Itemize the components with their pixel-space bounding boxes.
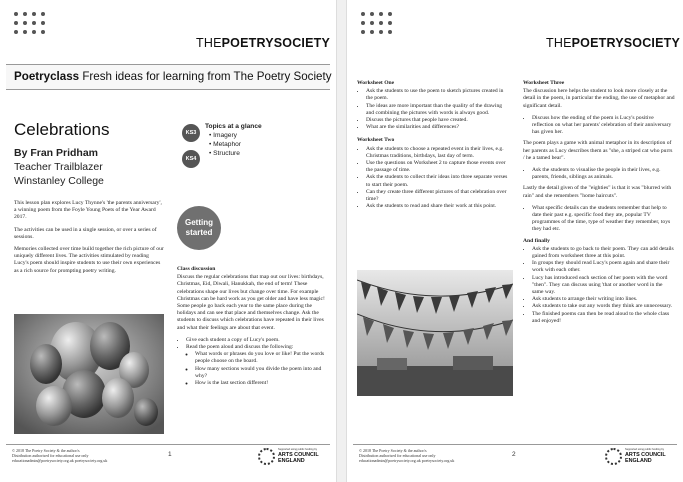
intro-paragraph: The activities can be used in a single session, or over a series of sessions. <box>14 226 157 240</box>
brand-dot <box>379 30 383 34</box>
list-item: • Ask the students to go back to their poem. They can add details gained from worksheet three at this point. <box>532 246 675 260</box>
ks3-badge: KS3 <box>182 124 200 142</box>
list-item: • Ask the students to collect their ideas into three separate verses to start their poem. <box>366 174 511 188</box>
brand-dot <box>379 21 383 25</box>
and-finally-heading: And finally <box>523 237 550 244</box>
bunting-photo <box>357 270 513 396</box>
brand-dot <box>388 21 392 25</box>
topics-heading: Topics at a glance <box>205 123 262 130</box>
list-item: ◦ What words or phrases do you love or like! Put the words people choose on the board. <box>195 351 327 365</box>
list-item: • Use the questions on Worksheet 2 to capture those events over the passage of time. <box>366 160 511 174</box>
brand-dot <box>388 30 392 34</box>
list-item: • Ask students to arrange their writing into lines. <box>532 296 675 303</box>
brand-dot <box>32 30 36 34</box>
brand-dot <box>41 21 45 25</box>
paragraph: The discussion here helps the student to look more closely at the detail in the poem, in particular the ending, the use of metaphor and significant detail. <box>523 88 675 109</box>
brand-dot <box>14 21 18 25</box>
brand-dot <box>14 30 18 34</box>
ks4-badge: KS4 <box>182 150 200 168</box>
arts-council-logo: Supported using public funding by ARTS COUNCIL ENGLAND <box>605 448 675 466</box>
poetry-society-logo: THEPOETRYSOCIETY <box>196 36 331 50</box>
paragraph: Lastly the detail given of the "eighties" is that it was "blurred with rain" and she remembers "home haircuts". <box>523 185 672 199</box>
author-role: Teacher Trailblazer <box>14 161 103 173</box>
brand-dot <box>32 12 36 16</box>
list-item: • Discuss the pictures that people have created. <box>366 117 511 124</box>
list-item: • Ask the students to visualise the people in their lives, e.g. parents, friends, siblings as animals. <box>532 167 675 181</box>
page-gutter <box>336 0 347 482</box>
brand-dot <box>41 12 45 16</box>
brand-dot <box>32 21 36 25</box>
brand-dot <box>14 12 18 16</box>
footer-divider <box>6 444 330 445</box>
brand-dot <box>23 30 27 34</box>
intro-paragraph: This lesson plan explores Lucy Thynne's 'the parents anniversary', a winning poem from the Foyle Young Poets of the Year Award 2017. <box>14 200 162 221</box>
brand-dot <box>361 12 365 16</box>
list-item: • Can they create three different pictures of that celebration over time? <box>366 189 511 203</box>
list-item: • Read the poem aloud and discuss the following: ◦ What words or phrases do you love or like! Put the words people choose on the board. ◦ How many sections would you divide the poem into and why? ◦ How is the last section different! <box>186 344 327 387</box>
list-item: ◦ How many sections would you divide the poem into and why? <box>195 366 327 380</box>
arts-council-ring-icon <box>605 448 622 465</box>
brand-dot <box>361 30 365 34</box>
list-item: • Ask the students to choose a repeated event in their lives, e.g. Christmas traditions, birthdays, last day of term. <box>366 146 511 160</box>
list-item: • Lucy has introduced each section of her poem with the word "then". They can discuss using 'that or another word in the same way. <box>532 275 675 297</box>
list-item: • Discuss how the ending of the poem is Lucy's positive reflection on what her parents' celebration of their anniversary has given her. <box>532 115 675 137</box>
section-heading: Class discussion <box>177 266 216 272</box>
arts-council-logo: Supported using public funding by ARTS COUNCIL ENGLAND <box>258 448 328 466</box>
brand-dot <box>379 12 383 16</box>
left-column <box>357 80 511 214</box>
poetryclass-banner: Poetryclass Fresh ideas for learning from The Poetry Society <box>6 64 330 90</box>
list-item: • What specific details can the students remember that help to date their past e.g. specific food they ate, popular TV programmes of the time, type of weather they remember, toys they had etc. <box>532 205 675 234</box>
class-discussion <box>177 266 327 391</box>
arts-council-ring-icon <box>258 448 275 465</box>
worksheet-two-heading: Worksheet Two <box>357 137 395 144</box>
list-item: • Give each student a copy of Lucy's poem. <box>186 337 327 344</box>
discussion-paragraph: Discuss the regular celebrations that map out our lives: birthdays, Christmas, Eid, Diwali, Hanukkah, the end of term! These celebrations shape our lives but change over time. For example Christmas can be hard work as you get older and have less magic! Some people go back each year to the same place during the holidays and can see that place and themselves change. Ask the students to discuss which celebrations have repeated in their lives and what their feelings are about that event. <box>177 274 325 331</box>
topic-item: • Metaphor <box>209 140 262 149</box>
brand-dot <box>370 12 374 16</box>
poetry-society-logo: THEPOETRYSOCIETY <box>546 36 681 50</box>
author-name: By Fran Pridham <box>14 147 99 159</box>
intro-paragraph: Memories collected over time build together the rich picture of our uniquely different lives. The activities stimulated by reading Lucy's poem should inspire students to use their own experiences as a rich source for prompting poetry writing. <box>14 246 164 274</box>
intro-text <box>14 200 164 280</box>
list-item: • Ask the students to read and share their work at this point. <box>366 203 511 210</box>
footer-copyright: © 2018 The Poetry Society & the author/s Distribution authorised for educational use only educationadmin@poetrysociety.org.uk poetrysociety.org.uk <box>12 448 108 463</box>
brand-dot <box>388 12 392 16</box>
balloons-photo <box>14 314 164 434</box>
list-item: • The ideas are more important than the quality of the drawing and combining the pictures with words is always good. <box>366 103 511 117</box>
footer-divider <box>353 444 677 445</box>
right-column <box>523 80 675 329</box>
list-item: • In groups they should read Lucy's poem again and share their work with each other. <box>532 260 675 274</box>
page-2 <box>347 0 683 482</box>
brand-dot <box>23 21 27 25</box>
brand-dot <box>361 21 365 25</box>
page-1 <box>0 0 336 482</box>
topic-item: • Imagery <box>209 131 262 140</box>
list-item: • Ask the students to use the poem to sketch pictures created in the poem. <box>366 88 511 102</box>
brand-dot <box>370 21 374 25</box>
brand-dot <box>370 30 374 34</box>
footer-copyright: © 2018 The Poetry Society & the author/s Distribution authorised for educational use only educationadmin@poetrysociety.org.uk poetrysociety.org.uk <box>359 448 455 463</box>
paragraph: The poem plays a game with animal metaphor in its description of her parents as Lucy describes them as "she, a striped cat who purrs / he a tamed bear". <box>523 140 673 161</box>
worksheet-three-heading: Worksheet Three <box>523 80 565 86</box>
brand-dot <box>23 12 27 16</box>
lesson-title: Celebrations <box>14 120 110 139</box>
list-item: ◦ How is the last section different! <box>195 380 327 387</box>
topics-at-a-glance <box>205 122 262 158</box>
page-number: 2 <box>512 451 516 458</box>
topic-item: • Structure <box>209 149 262 158</box>
author-school: Winstanley College <box>14 175 104 187</box>
list-item: • The finished poems can then be read aloud to the whole class and enjoyed! <box>532 311 675 325</box>
list-item: • What are the similarities and differences? <box>366 124 511 131</box>
list-item: • Ask students to take out any words they think are unnecessary. <box>532 303 675 310</box>
brand-dot <box>41 30 45 34</box>
page-number: 1 <box>168 451 172 458</box>
worksheet-one-heading: Worksheet One <box>357 80 395 86</box>
author-block <box>14 146 104 188</box>
getting-started-badge: Getting started <box>177 206 221 250</box>
